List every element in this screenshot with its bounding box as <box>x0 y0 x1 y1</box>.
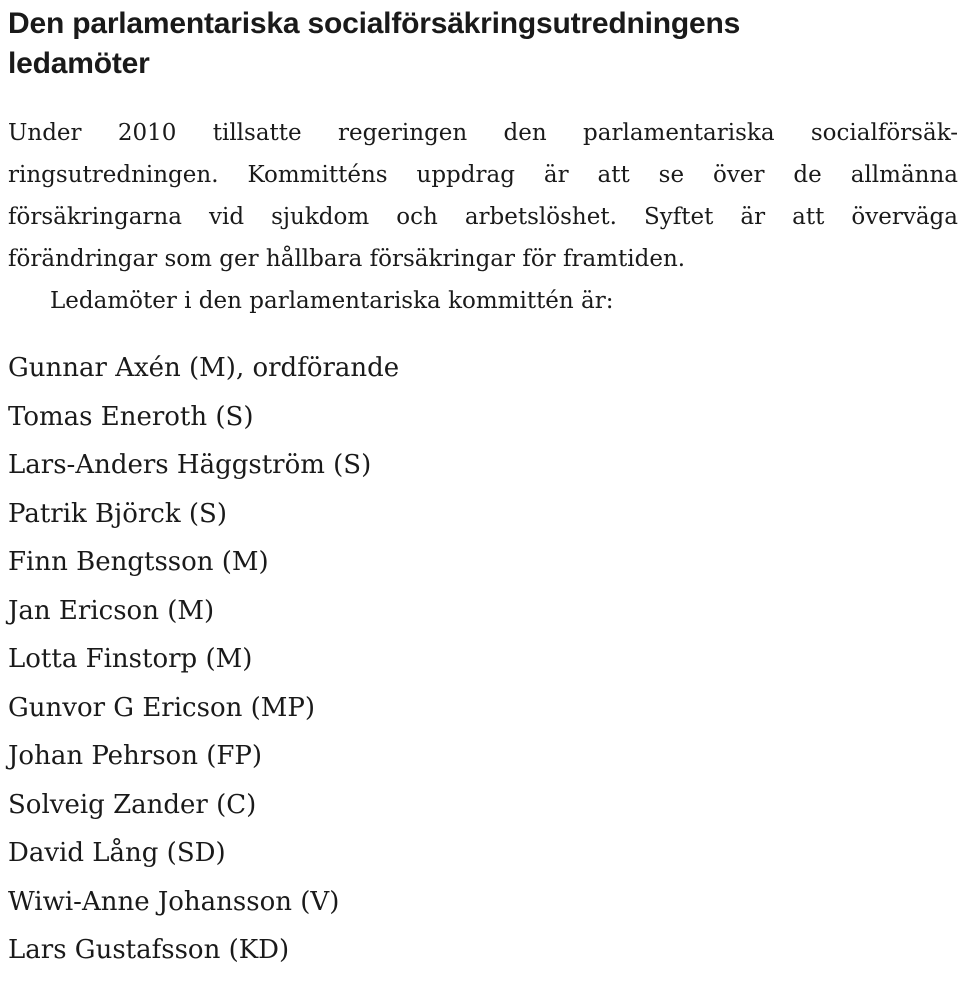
heading-line-1: Den parlamentariska socialförsäkringsutredningens <box>8 7 741 40</box>
intro-line-2: ringsutredningen. Kommitténs uppdrag är att se över de allmänna <box>8 162 958 188</box>
document-page <box>8 0 958 975</box>
list-item: Johan Pehrson (FP) <box>8 741 263 771</box>
list-item: Lars-Anders Häggström (S) <box>8 450 372 480</box>
intro-line-3: försäkringarna vid sjukdom och arbetslöshet. Syftet är att överväga <box>8 204 958 230</box>
list-item: Gunvor G Ericson (MP) <box>8 692 316 723</box>
list-item: Finn Bengtsson (M) <box>8 547 269 577</box>
list-item: David Lång (SD) <box>8 838 226 868</box>
list-item: Patrik Björck (S) <box>8 498 227 529</box>
list-item: Wiwi-Anne Johansson (V) <box>8 886 340 917</box>
intro-line-1: Under 2010 tillsatte regeringen den parlamentariska socialförsäk- <box>8 120 958 146</box>
list-item: Gunnar Axén (M), ordförande <box>8 353 400 383</box>
list-item: Lotta Finstorp (M) <box>8 644 253 674</box>
intro-line-5: Ledamöter i den parlamentariska kommittén är: <box>50 288 614 314</box>
list-item: Tomas Eneroth (S) <box>8 401 254 432</box>
list-item: Solveig Zander (C) <box>8 789 257 820</box>
list-item: Lars Gustafsson (KD) <box>8 935 290 965</box>
document-heading <box>8 4 958 84</box>
heading-line-2: ledamöter <box>8 47 150 80</box>
member-list <box>8 344 958 975</box>
intro-paragraph <box>8 112 958 322</box>
intro-line-4: förändringar som ger hållbara försäkringar för framtiden. <box>8 246 686 272</box>
list-item: Jan Ericson (M) <box>8 595 215 626</box>
